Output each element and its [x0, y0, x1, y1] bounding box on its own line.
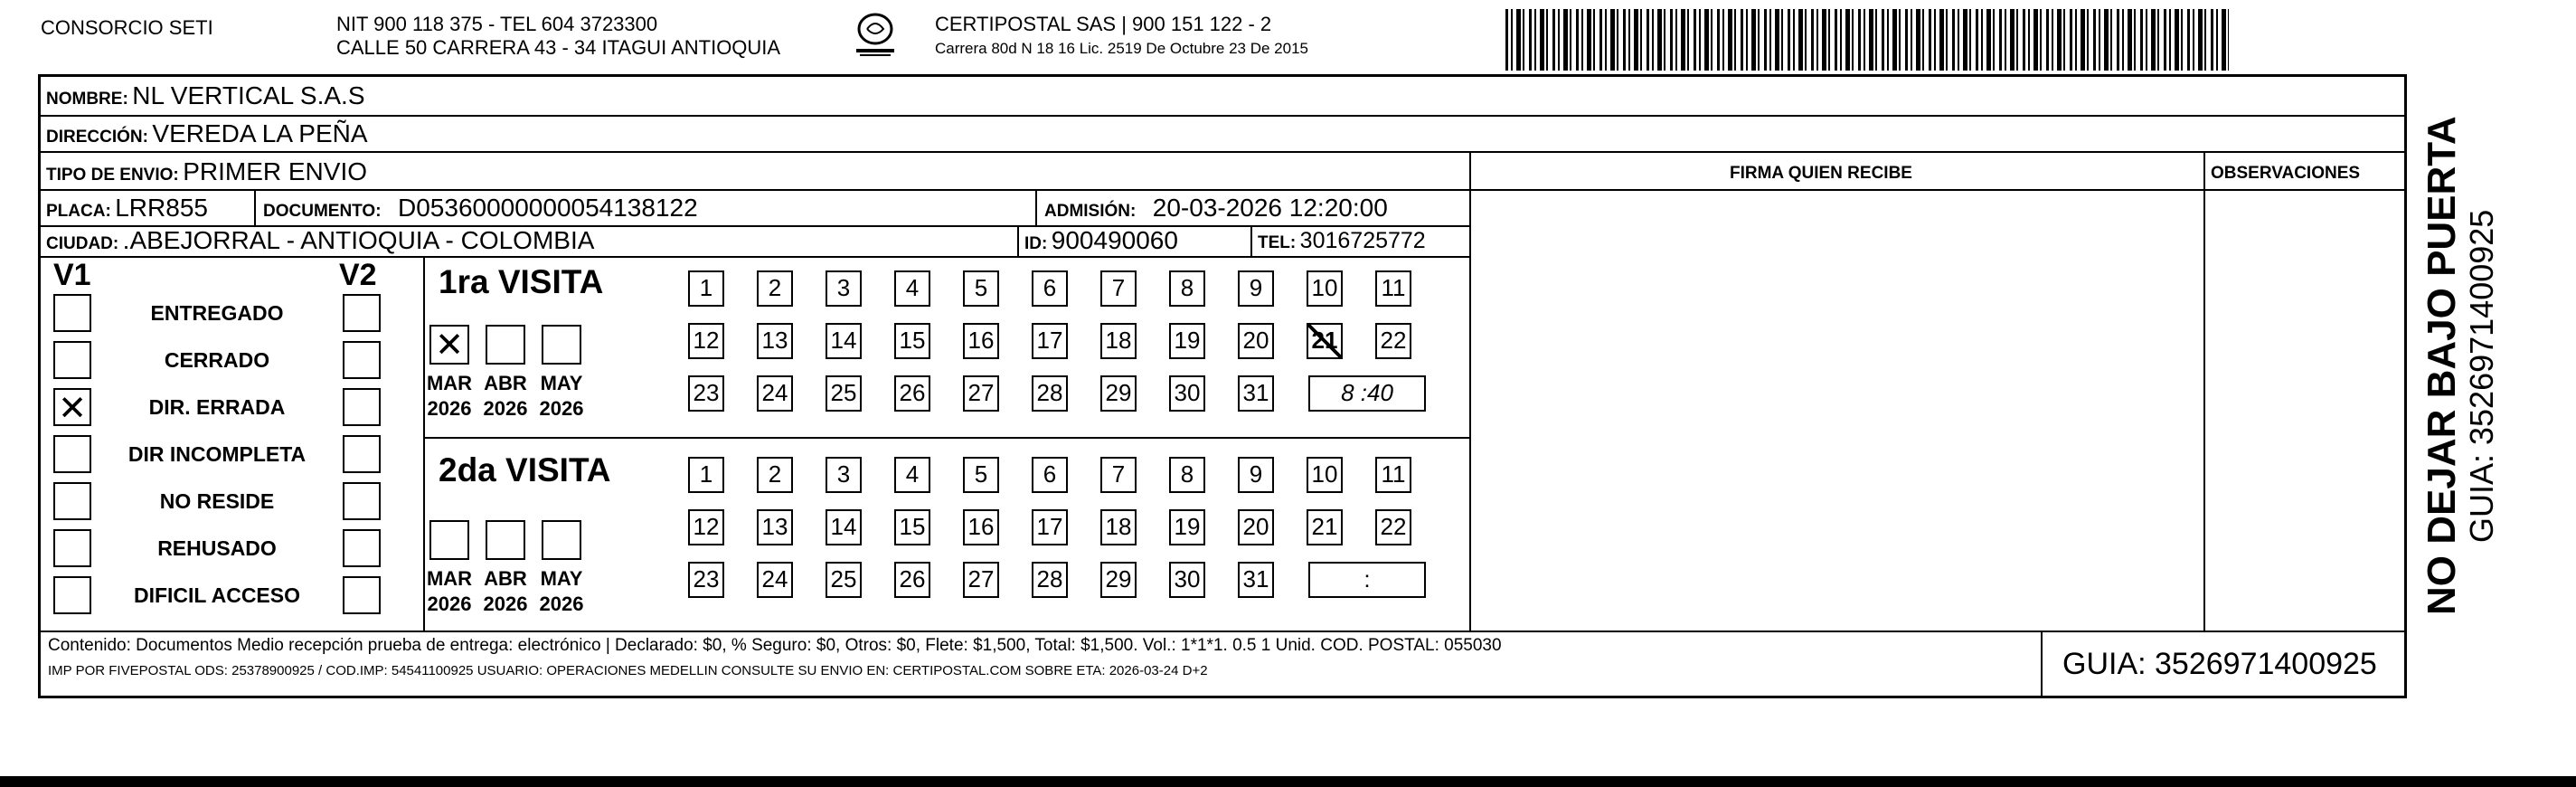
day-box[interactable]: 7 [1100, 457, 1137, 493]
v1-checkbox[interactable] [53, 341, 91, 379]
admision-label: ADMISIÓN: [1044, 202, 1137, 221]
reason-label: DIR. ERRADA [148, 395, 286, 419]
day-box[interactable]: 14 [826, 509, 862, 545]
reason-label: NO RESIDE [159, 489, 275, 513]
id-value: 900490060 [1051, 226, 1178, 254]
page-bottom-edge [0, 776, 2576, 787]
day-box[interactable]: 4 [894, 457, 930, 493]
year-label: 2026 [539, 397, 584, 420]
v2-checkbox[interactable] [343, 529, 381, 567]
day-box[interactable]: 18 [1100, 323, 1137, 359]
day-box[interactable]: 22 [1375, 509, 1411, 545]
day-box[interactable]: 4 [894, 270, 930, 307]
year-label: 2026 [483, 593, 528, 615]
certipostal-logo [854, 11, 896, 60]
day-box[interactable]: 23 [688, 375, 724, 412]
day-box[interactable]: 28 [1032, 562, 1068, 598]
month-label: MAR [426, 372, 473, 394]
tel-value: 3016725772 [1299, 228, 1426, 253]
placa-label: PLACA: [46, 202, 111, 221]
nombre-label: NOMBRE: [46, 90, 128, 109]
day-box[interactable]: 27 [963, 375, 999, 412]
day-box[interactable]: 22 [1375, 323, 1411, 359]
day-box[interactable]: 11 [1375, 270, 1411, 307]
day-box[interactable]: 30 [1169, 562, 1205, 598]
time-box[interactable]: 8 :40 [1308, 375, 1426, 412]
documento-label: DOCUMENTO: [263, 202, 382, 221]
reason-label: DIFICIL ACCESO [133, 583, 300, 607]
month-label: MAR [426, 567, 473, 590]
day-box[interactable]: 28 [1032, 375, 1068, 412]
v1-checkbox[interactable] [53, 482, 91, 520]
year-label: 2026 [483, 397, 528, 420]
side-warning: NO DEJAR BAJO PUERTA [2420, 116, 2464, 615]
day-box[interactable]: 31 [1238, 562, 1274, 598]
v1-checkbox[interactable] [53, 294, 91, 332]
month-label: ABR [484, 372, 527, 394]
day-box[interactable]: 9 [1238, 457, 1274, 493]
company-address: CALLE 50 CARRERA 43 - 34 ITAGUI ANTIOQUIA [336, 36, 781, 59]
day-box[interactable]: 6 [1032, 457, 1068, 493]
reason-label: ENTREGADO [150, 301, 284, 325]
day-box[interactable]: 10 [1307, 270, 1343, 307]
day-box[interactable]: 2 [757, 270, 793, 307]
reason-label: REHUSADO [157, 536, 277, 560]
month-checkbox[interactable] [486, 520, 525, 560]
day-box[interactable]: 14 [826, 323, 862, 359]
day-box[interactable]: 5 [963, 270, 999, 307]
day-box[interactable]: 1 [688, 270, 724, 307]
tipo-envio-value: PRIMER ENVIO [183, 157, 368, 185]
documento-value: D05360000000054138122 [398, 194, 698, 222]
day-box[interactable]: 16 [963, 509, 999, 545]
v1-checkbox[interactable]: ✕ [53, 388, 91, 426]
footer-imp: IMP POR FIVEPOSTAL ODS: 25378900925 / COD.IMP: 54541100925 USUARIO: OPERACIONES MEDELLIN CONSULTE SU ENVIO EN: CERTIPOSTAL.COM SOBRE ETA: 2026-03-24 D+2 [48, 663, 1208, 678]
day-box[interactable]: 15 [894, 509, 930, 545]
day-box[interactable]: 1 [688, 457, 724, 493]
second-visit-title: 2da VISITA [439, 451, 611, 488]
footer-guia: GUIA: 3526971400925 [2062, 647, 2377, 681]
month-checkbox[interactable] [486, 325, 525, 365]
v1-checkbox[interactable] [53, 576, 91, 614]
day-box[interactable]: 21 [1307, 509, 1343, 545]
day-box[interactable]: 2 [757, 457, 793, 493]
firma-header: FIRMA QUIEN RECIBE [1730, 164, 1912, 183]
barcode [1505, 9, 2229, 71]
day-box[interactable]: 9 [1238, 270, 1274, 307]
month-label: MAY [540, 567, 583, 590]
day-box[interactable]: 23 [688, 562, 724, 598]
day-box[interactable]: 30 [1169, 375, 1205, 412]
day-box[interactable]: 26 [894, 375, 930, 412]
day-box[interactable]: 10 [1307, 457, 1343, 493]
day-box[interactable]: 26 [894, 562, 930, 598]
day-box[interactable]: 29 [1100, 562, 1137, 598]
v2-header: V2 [339, 258, 377, 292]
certipostal-license: Carrera 80d N 18 16 Lic. 2519 De Octubre 23 De 2015 [935, 40, 1308, 57]
day-box[interactable]: 13 [757, 509, 793, 545]
delivery-form [38, 74, 2407, 698]
placa-value: LRR855 [115, 194, 208, 222]
day-box[interactable]: 19 [1169, 509, 1205, 545]
reason-label: DIR INCOMPLETA [127, 442, 307, 466]
day-box[interactable]: 20 [1238, 323, 1274, 359]
day-box[interactable]: 13 [757, 323, 793, 359]
v2-checkbox[interactable] [343, 482, 381, 520]
day-box[interactable]: 16 [963, 323, 999, 359]
v2-checkbox[interactable] [343, 294, 381, 332]
day-box[interactable]: 8 [1169, 270, 1205, 307]
day-box[interactable]: 25 [826, 375, 862, 412]
year-label: 2026 [539, 593, 584, 615]
day-box[interactable]: 17 [1032, 323, 1068, 359]
footer-content: Contenido: Documentos Medio recepción prueba de entrega: electrónico | Declarado: $0, % Seguro: $0, Otros: $0, Flete: $1,500, Total: $1,500. Vol.: 1*1*1. 0.5 1 Unid. COD. POSTAL: 055030 [48, 636, 1502, 655]
day-box[interactable]: 12 [688, 509, 724, 545]
day-box[interactable]: 25 [826, 562, 862, 598]
direccion-label: DIRECCIÓN: [46, 128, 148, 147]
year-label: 2026 [427, 397, 472, 420]
nombre-value: NL VERTICAL S.A.S [132, 81, 365, 109]
day-box[interactable]: 24 [757, 375, 793, 412]
day-box[interactable]: 3 [826, 457, 862, 493]
day-box[interactable]: 12 [688, 323, 724, 359]
ciudad-value: .ABEJORRAL - ANTIOQUIA - COLOMBIA [122, 226, 595, 254]
day-box[interactable]: 20 [1238, 509, 1274, 545]
month-label: MAY [540, 372, 583, 394]
v1-header: V1 [53, 258, 91, 292]
day-box[interactable]: 24 [757, 562, 793, 598]
v1-checkbox[interactable] [53, 435, 91, 473]
time-box[interactable]: : [1308, 562, 1426, 598]
day-box[interactable]: 19 [1169, 323, 1205, 359]
day-box[interactable]: 18 [1100, 509, 1137, 545]
day-box[interactable]: 29 [1100, 375, 1137, 412]
day-box[interactable]: 6 [1032, 270, 1068, 307]
observaciones-header: OBSERVACIONES [2211, 164, 2361, 183]
ciudad-label: CIUDAD: [46, 234, 119, 253]
day-box[interactable]: 21 [1307, 323, 1343, 359]
v2-checkbox[interactable] [343, 435, 381, 473]
day-box[interactable]: 15 [894, 323, 930, 359]
day-box[interactable]: 5 [963, 457, 999, 493]
nit-tel: NIT 900 118 375 - TEL 604 3723300 [336, 13, 658, 35]
reason-label: CERRADO [164, 348, 270, 372]
month-checkbox[interactable] [542, 325, 581, 365]
day-box[interactable]: 17 [1032, 509, 1068, 545]
id-label: ID: [1024, 234, 1048, 253]
v2-checkbox[interactable] [343, 576, 381, 614]
day-box[interactable]: 11 [1375, 457, 1411, 493]
company-name: CONSORCIO SETI [41, 16, 213, 39]
day-box[interactable]: 8 [1169, 457, 1205, 493]
month-label: ABR [484, 567, 527, 590]
direccion-value: VEREDA LA PEÑA [152, 119, 368, 147]
day-box[interactable]: 7 [1100, 270, 1137, 307]
tipo-envio-label: TIPO DE ENVIO: [46, 166, 179, 185]
certipostal-nit: CERTIPOSTAL SAS | 900 151 122 - 2 [935, 13, 1272, 35]
first-visit-title: 1ra VISITA [439, 263, 604, 300]
v2-checkbox[interactable] [343, 341, 381, 379]
month-checkbox[interactable]: ✕ [429, 325, 469, 365]
side-guia: GUIA: 3526971400925 [2463, 209, 2500, 543]
day-box[interactable]: 27 [963, 562, 999, 598]
admision-value: 20-03-2026 12:20:00 [1152, 194, 1388, 222]
v2-checkbox[interactable] [343, 388, 381, 426]
year-label: 2026 [427, 593, 472, 615]
day-box[interactable]: 3 [826, 270, 862, 307]
month-checkbox[interactable] [429, 520, 469, 560]
tel-label: TEL: [1258, 233, 1297, 252]
month-checkbox[interactable] [542, 520, 581, 560]
v1-checkbox[interactable] [53, 529, 91, 567]
day-box[interactable]: 31 [1238, 375, 1274, 412]
